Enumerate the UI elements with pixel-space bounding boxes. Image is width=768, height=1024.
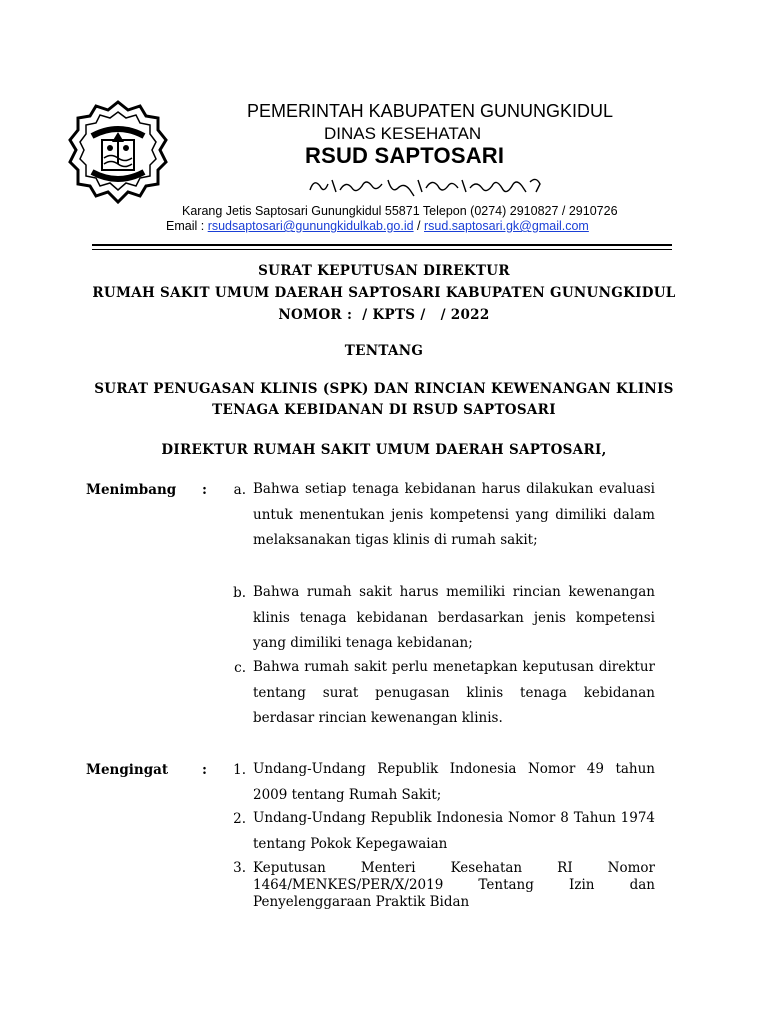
header-government: PEMERINTAH KABUPATEN GUNUNGKIDUL	[247, 101, 614, 121]
menimbang-marker-a: a.	[233, 482, 246, 498]
menimbang-item-c: Bahwa rumah sakit perlu menetapkan keputusan direktur tentang surat penugasan klinis tenaga kebidanan berdasar rincian kewenangan klinis.	[253, 659, 655, 726]
menimbang-item-a: Bahwa setiap tenaga kebidanan harus dilakukan evaluasi untuk menentukan jenis kompetensi yang dimiliki dalam melaksanakan tigas klinis di rumah sakit;	[253, 481, 655, 548]
header-department: DINAS KESEHATAN	[324, 124, 482, 143]
email-separator: /	[413, 219, 424, 233]
mengingat-item-2: Undang-Undang Republik Indonesia Nomor 8 Tahun 1974 tentang Pokok Kepegawaian	[253, 810, 655, 852]
decree-tentang: TENTANG	[344, 343, 424, 359]
javanese-script-icon	[306, 172, 546, 200]
menimbang-item-b: Bahwa rumah sakit harus memiliki rincian kewenangan klinis tenaga kebidanan berdasarkan jenis kompetensi yang dimiliki tenaga kebidanan;	[253, 584, 655, 651]
decree-institution: RUMAH SAKIT UMUM DAERAH SAPTOSARI KABUPATEN GUNUNGKIDUL	[92, 285, 676, 301]
menimbang-marker-c: c.	[234, 660, 246, 676]
mengingat-marker-3: 3.	[233, 860, 246, 876]
menimbang-marker-b: b.	[233, 585, 246, 601]
mengingat-marker-2: 2.	[233, 811, 246, 827]
decree-subject-line2: TENAGA KEBIDANAN DI RSUD SAPTOSARI	[212, 402, 556, 418]
menimbang-colon: :	[202, 482, 207, 498]
email-link-secondary[interactable]: rsud.saptosari.gk@gmail.com	[424, 219, 589, 233]
header-hospital-name: RSUD SAPTOSARI	[305, 143, 505, 168]
decree-director: DIREKTUR RUMAH SAKIT UMUM DAERAH SAPTOSARI,	[161, 442, 607, 458]
menimbang-label: Menimbang	[86, 482, 177, 498]
mengingat-item-1: Undang-Undang Republik Indonesia Nomor 49 tahun 2009 tentang Rumah Sakit;	[253, 761, 655, 803]
decree-number: NOMOR : / KPTS / / 2022	[278, 307, 490, 323]
letterhead-divider-thin	[92, 249, 672, 250]
header-address: Karang Jetis Saptosari Gunungkidul 55871 Telepon (0274) 2910827 / 2910726	[182, 204, 618, 218]
email-prefix: Email :	[166, 219, 208, 233]
mengingat-label: Mengingat	[86, 762, 169, 778]
mengingat-colon: :	[202, 762, 207, 778]
email-link-primary[interactable]: rsudsaptosari@gunungkidulkab.go.id	[207, 219, 414, 233]
decree-subject-line1: SURAT PENUGASAN KLINIS (SPK) DAN RINCIAN KEWENANGAN KLINIS	[94, 381, 674, 397]
regency-emblem-logo	[66, 98, 170, 208]
header-email-line	[166, 219, 589, 233]
mengingat-item-3: Keputusan Menteri Kesehatan RI Nomor 1464/MENKES/PER/X/2019 Tentang Izin dan Penyelenggaraan Praktik Bidan	[253, 860, 655, 910]
decree-title: SURAT KEPUTUSAN DIREKTUR	[258, 263, 510, 279]
letterhead-divider-thick	[92, 244, 672, 246]
mengingat-marker-1: 1.	[233, 762, 246, 778]
